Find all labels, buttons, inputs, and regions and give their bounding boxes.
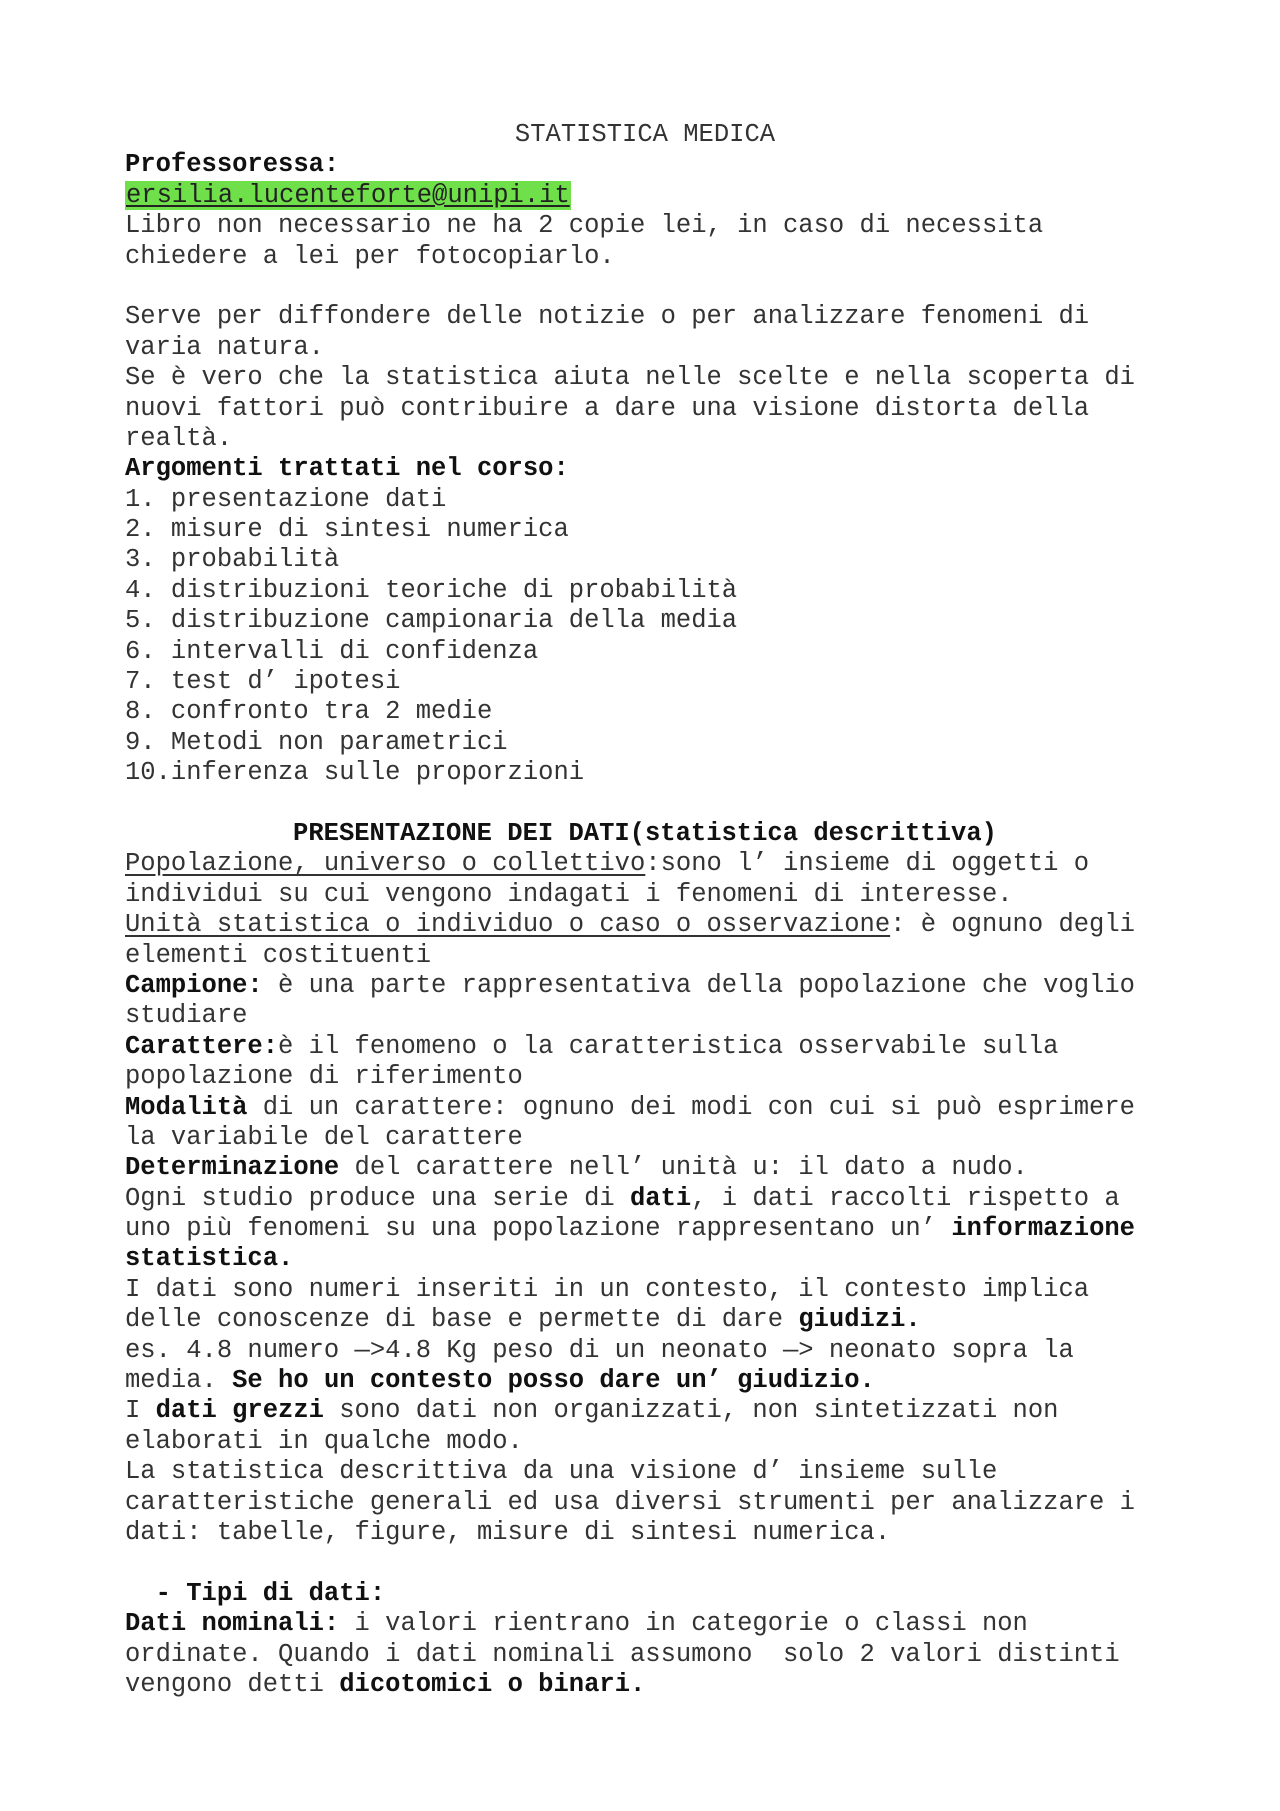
paragraph-line: varia natura.: [125, 332, 324, 362]
email-link[interactable]: ersilia.lucenteforte@unipi.it: [126, 180, 570, 210]
paragraph-line: popolazione di riferimento: [125, 1062, 523, 1092]
list-item: 8. confronto tra 2 medie: [125, 697, 493, 727]
topics-heading: Argomenti trattati nel corso:: [125, 454, 569, 484]
paragraph-line: Ogni studio produce una serie di dati, i dati raccolti rispetto a: [125, 1183, 1120, 1213]
paragraph-line: elaborati in qualche modo.: [125, 1426, 523, 1456]
paragraph-line: delle conoscenze di base e permette di dare giudizi.: [125, 1305, 921, 1335]
list-item: 5. distribuzione campionaria della media: [125, 606, 738, 636]
paragraph-line: la variabile del carattere: [125, 1122, 523, 1152]
paragraph-line: La statistica descrittiva da una visione d’ insieme sulle: [125, 1457, 998, 1487]
spacer: [125, 272, 1165, 302]
definition-unita: Unità statistica o individuo o caso o osservazione: è ognuno degli: [125, 910, 1135, 940]
paragraph-line: es. 4.8 numero —>4.8 Kg peso di un neonato —> neonato sopra la: [125, 1335, 1074, 1365]
list-item: 1. presentazione dati: [125, 484, 447, 514]
list-item: 6. intervalli di confidenza: [125, 636, 539, 666]
paragraph-line: media. Se ho un contesto posso dare un’ giudizio.: [125, 1366, 875, 1396]
paragraph-line: realtà.: [125, 423, 233, 453]
email-line: [125, 181, 1165, 211]
list-item: 4. distribuzioni teoriche di probabilità: [125, 575, 738, 605]
paragraph-line: I dati grezzi sono dati non organizzati, non sintetizzati non: [125, 1396, 1059, 1426]
prof-label: Professoressa:: [125, 150, 340, 180]
paragraph-line: Se è vero che la statistica aiuta nelle scelte e nella scoperta di: [125, 363, 1135, 393]
list-item: 3. probabilità: [125, 545, 340, 575]
paragraph-line: Serve per diffondere delle notizie o per analizzare fenomeni di: [125, 302, 1090, 332]
section-heading: PRESENTAZIONE DEI DATI(statistica descrittiva): [293, 818, 997, 848]
paragraph-line: nuovi fattori può contribuire a dare una visione distorta della: [125, 393, 1090, 423]
list-item: 10.inferenza sulle proporzioni: [125, 758, 585, 788]
doc-title: STATISTICA MEDICA: [514, 120, 776, 149]
definition-modalita: Modalità di un carattere: ognuno dei modi con cui si può esprimere: [125, 1092, 1135, 1122]
definition-campione: Campione: è una parte rappresentativa della popolazione che voglio: [125, 970, 1135, 1000]
definition-nominali: Dati nominali: i valori rientrano in categorie o classi non: [125, 1609, 1028, 1639]
paragraph-line: statistica.: [125, 1244, 294, 1274]
list-item: 9. Metodi non parametrici: [125, 727, 508, 757]
definition-carattere: Carattere:è il fenomeno o la caratteristica osservabile sulla: [125, 1031, 1059, 1061]
paragraph-line: elementi costituenti: [125, 940, 432, 970]
spacer: [125, 789, 1165, 819]
definition-popolazione: Popolazione, universo o collettivo:sono l’ insieme di oggetti o: [125, 849, 1090, 879]
paragraph-line: chiedere a lei per fotocopiarlo.: [125, 241, 615, 271]
paragraph-line: Libro non necessario ne ha 2 copie lei, in caso di necessita: [125, 211, 1044, 241]
paragraph-line: uno più fenomeni su una popolazione rappresentano un’ informazione: [125, 1214, 1135, 1244]
list-item: 7. test d’ ipotesi: [125, 667, 401, 697]
paragraph-line: individui su cui vengono indagati i fenomeni di interesse.: [125, 879, 1013, 909]
paragraph-line: studiare: [125, 1001, 248, 1031]
paragraph-line: vengono detti dicotomici o binari.: [125, 1669, 646, 1699]
paragraph-line: I dati sono numeri inseriti in un contesto, il contesto implica: [125, 1274, 1090, 1304]
document-page: [125, 120, 1165, 1700]
paragraph-line: caratteristiche generali ed usa diversi strumenti per analizzare i: [125, 1487, 1135, 1517]
types-heading: - Tipi di dati:: [125, 1578, 386, 1608]
paragraph-line: ordinate. Quando i dati nominali assumono solo 2 valori distinti: [125, 1639, 1120, 1669]
paragraph-line: dati: tabelle, figure, misure di sintesi numerica.: [125, 1517, 891, 1547]
list-item: 2. misure di sintesi numerica: [125, 515, 569, 545]
definition-determinazione: Determinazione del carattere nell’ unità u: il dato a nudo.: [125, 1153, 1028, 1183]
spacer: [125, 1548, 1165, 1578]
